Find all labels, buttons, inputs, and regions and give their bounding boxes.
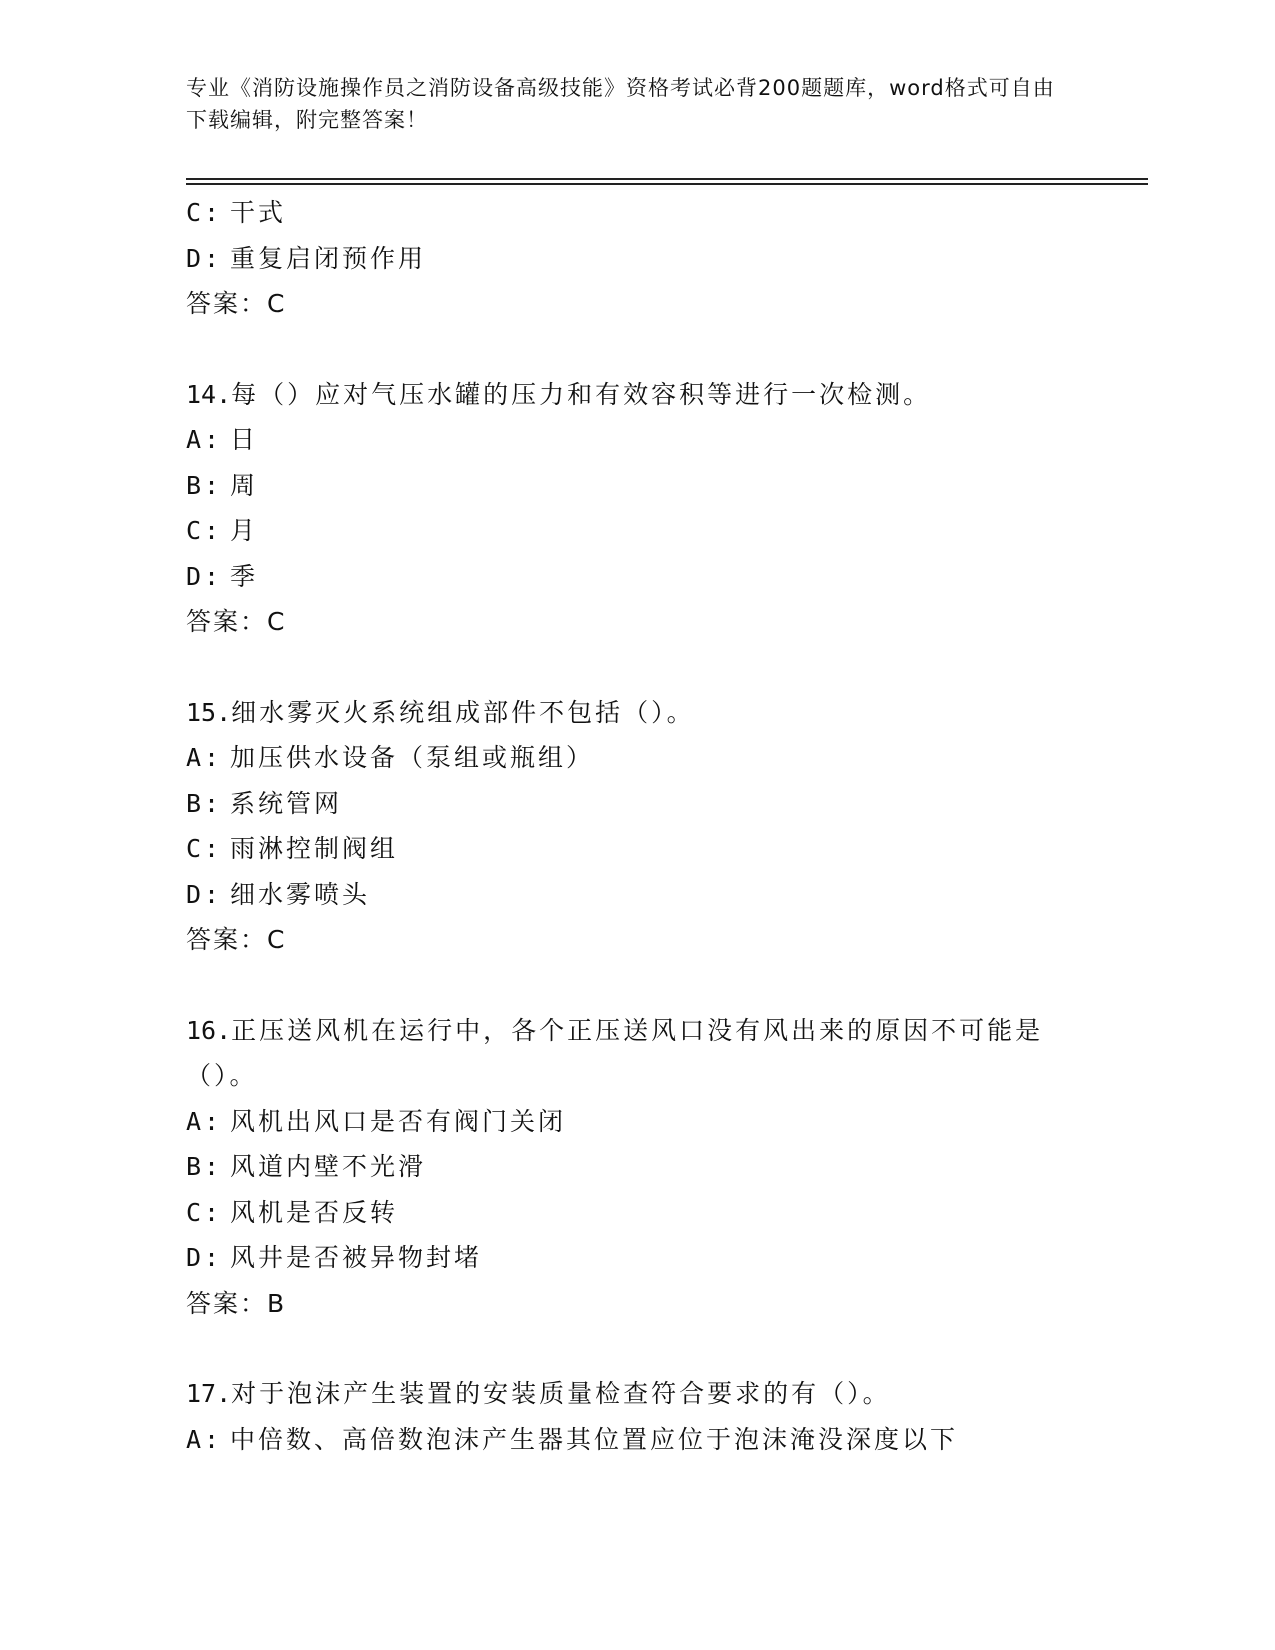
question-stem-continuation [186,1053,1086,1099]
option-text: 加压供水设备（泵组或瓶组） [230,743,595,772]
question-number: 15. [186,697,232,727]
option-label: C: [186,516,223,545]
option-c [186,826,1086,872]
question-15 [186,690,1086,963]
option-b [186,781,1086,827]
option-text: 日 [230,425,259,454]
document-header: 专业《消防设施操作员之消防设备高级技能》资格考试必背200题题库，word格式可自由下载编辑，附完整答案！ [186,76,1055,132]
option-text: 细水雾喷头 [230,879,371,909]
option-d [186,872,1086,918]
option-label: C: [186,834,223,863]
question-stem [186,1008,1086,1054]
question-text: 每（）应对气压水罐的压力和有效容积等进行一次检测。 [231,379,932,409]
option-text: 中倍数、高倍数泡沫产生器其位置应位于泡沫淹没深度以下 [230,1424,959,1454]
question-14 [186,372,1086,645]
option-d [186,1235,1086,1281]
question-text-line2: （）。 [186,1061,258,1090]
answer: 答案：C [186,607,287,636]
question-number: 14. [186,379,232,409]
question-number: 17. [186,1379,232,1408]
option-d [186,236,1086,282]
option-text: 月 [230,516,259,545]
option-label: D: [186,879,223,909]
option-a [186,1417,1086,1463]
option-a [186,735,1086,781]
question-stem [186,372,1086,418]
answer: 答案：C [186,289,287,318]
option-label: A: [186,425,223,454]
question-text-line1: 正压送风机在运行中，各个正压送风口没有风出来的原因不可能是 [231,1015,1044,1045]
option-text: 周 [230,470,259,500]
option-text: 重复启闭预作用 [230,243,427,273]
question-text: 细水雾灭火系统组成部件不包括（）。 [231,697,695,727]
prev-question-tail [186,190,1086,327]
question-stem [186,690,1086,736]
question-stem [186,1371,1086,1417]
option-a [186,1099,1086,1145]
answer: 答案：C [186,925,287,954]
question-text: 对于泡沫产生装置的安装质量检查符合要求的有（）。 [231,1379,891,1408]
question-17 [186,1371,1086,1462]
option-label: C: [186,198,223,227]
option-text: 风机出风口是否有阀门关闭 [230,1106,567,1136]
option-text: 雨淋控制阀组 [230,834,399,863]
question-16 [186,1008,1086,1327]
option-label: C: [186,1197,223,1227]
option-b [186,463,1086,509]
header-divider-bottom [186,183,1148,185]
question-number: 16. [186,1015,232,1045]
option-a [186,417,1086,463]
option-label: D: [186,1243,223,1272]
option-label: B: [186,1152,223,1181]
option-label: D: [186,243,223,273]
question-list [186,190,1086,1462]
option-text: 风井是否被异物封堵 [230,1243,483,1272]
option-text: 风道内壁不光滑 [230,1152,427,1181]
option-label: B: [186,470,223,500]
option-label: D: [186,561,223,591]
option-text: 风机是否反转 [230,1197,399,1227]
option-text: 系统管网 [230,788,343,818]
option-b [186,1144,1086,1190]
option-label: A: [186,1106,223,1136]
option-c [186,1190,1086,1236]
option-label: B: [186,788,223,818]
option-label: A: [186,743,223,772]
option-text: 季 [230,561,259,591]
option-c [186,508,1086,554]
option-c [186,190,1086,236]
answer: 答案：B [186,1288,287,1318]
option-label: A: [186,1424,223,1454]
header-divider-top [186,178,1148,180]
option-d [186,554,1086,600]
option-text: 干式 [230,198,287,227]
